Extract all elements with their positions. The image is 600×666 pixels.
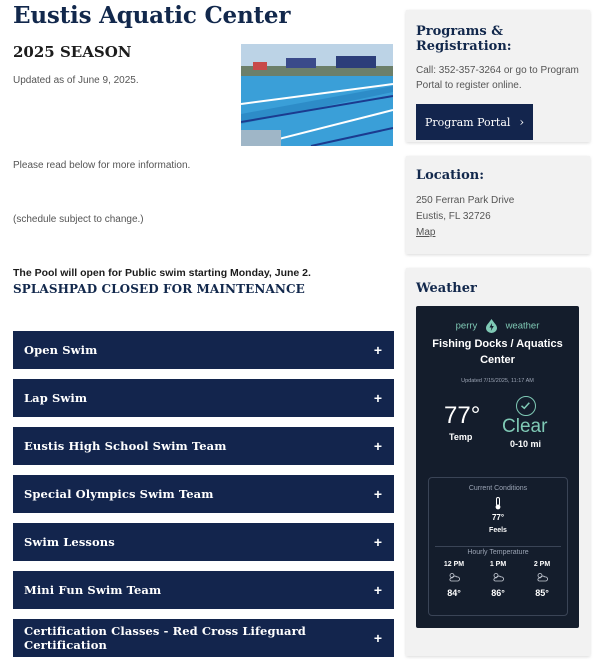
weather-widget[interactable] [416, 306, 579, 628]
check-circle-icon [516, 396, 536, 416]
program-portal-button[interactable] [416, 104, 533, 140]
visibility-value: 0-10 mi [510, 439, 542, 449]
hour-time: 1 PM [489, 561, 507, 568]
read-below-text: Please read below for more information. [13, 160, 191, 171]
plus-icon: + [373, 630, 382, 646]
map-link[interactable]: Map [416, 227, 436, 238]
hourly-item [483, 561, 513, 598]
accordion-open-swim[interactable] [13, 331, 394, 369]
weather-condition: Clear [502, 416, 548, 437]
location-title: Location: [416, 168, 485, 183]
accordion-swim-lessons[interactable] [13, 523, 394, 561]
temperature-label: Temp [449, 432, 473, 442]
hourly-item [439, 561, 469, 598]
cloud-sun-icon [527, 572, 557, 585]
weather-updated: Updated 7/15/2025, 11:17 AM [461, 378, 534, 384]
program-portal-label: Program Portal [425, 115, 511, 129]
programs-card [406, 10, 590, 142]
current-conditions-title: Current Conditions [468, 485, 528, 492]
pool-photo [241, 44, 393, 146]
divider [435, 546, 561, 547]
updated-date: Updated as of June 9, 2025. [13, 75, 139, 86]
thermometer-icon [494, 497, 502, 513]
plus-icon: + [373, 534, 382, 550]
plus-icon: + [373, 390, 382, 406]
weather-title: Weather [416, 281, 477, 296]
accordion-mini-fun-swim-team[interactable] [13, 571, 394, 609]
bolt-drop-icon [486, 319, 497, 333]
hour-temp: 84° [447, 588, 461, 598]
hourly-forecast [439, 561, 557, 598]
accordion-label: Open Swim [24, 343, 98, 357]
accordion-lap-swim[interactable] [13, 379, 394, 417]
hour-temp: 85° [535, 588, 549, 598]
schedule-note: (schedule subject to change.) [13, 214, 144, 225]
feels-like-label: Feels [489, 527, 507, 534]
season-heading: 2025 SEASON [13, 43, 132, 61]
brand-right: weather [505, 320, 540, 332]
hour-time: 2 PM [533, 561, 551, 568]
accordion-label: Special Olympics Swim Team [24, 487, 214, 501]
accordion-label: Mini Fun Swim Team [24, 583, 162, 597]
feels-like-value: 77° [491, 513, 505, 522]
program-accordion [13, 331, 394, 666]
location-card [406, 156, 590, 254]
plus-icon: + [373, 438, 382, 454]
accordion-special-olympics[interactable] [13, 475, 394, 513]
brand-left: perry [455, 320, 478, 332]
hour-temp: 86° [491, 588, 505, 598]
plus-icon: + [373, 582, 382, 598]
programs-text: Call: 352-357-3264 or go to Program Portal to register online. [416, 65, 579, 91]
hourly-temperature-title: Hourly Temperature [467, 549, 529, 556]
accordion-label: Eustis High School Swim Team [24, 439, 227, 453]
address-line-1: 250 Ferran Park Drive [416, 195, 515, 206]
accordion-label: Certification Classes - Red Cross Lifeguard Certification [24, 624, 306, 652]
accordion-high-school-swim-team[interactable] [13, 427, 394, 465]
cloud-sun-icon [439, 572, 469, 585]
temperature-value: 77° [444, 402, 481, 429]
programs-title: Programs & Registration: [416, 24, 512, 54]
address-line-2: Eustis, FL 32726 [416, 211, 491, 222]
accordion-certification-classes[interactable] [13, 619, 394, 657]
page-title: Eustis Aquatic Center [13, 2, 291, 29]
weather-card [406, 268, 590, 656]
splashpad-notice: SPLASHPAD CLOSED FOR MAINTENANCE [13, 282, 305, 296]
hourly-item [527, 561, 557, 598]
hour-time: 12 PM [443, 561, 465, 568]
chevron-right-icon: › [519, 115, 525, 129]
weather-location-name: Fishing Docks / Aquatics Center [432, 338, 563, 366]
cloud-sun-icon [483, 572, 513, 585]
perry-weather-logo [416, 319, 579, 333]
plus-icon: + [373, 342, 382, 358]
plus-icon: + [373, 486, 382, 502]
accordion-label: Lap Swim [24, 391, 88, 405]
pool-open-notice: The Pool will open for Public swim starting Monday, June 2. [13, 267, 311, 279]
current-conditions-panel [428, 477, 568, 616]
accordion-label: Swim Lessons [24, 535, 115, 549]
